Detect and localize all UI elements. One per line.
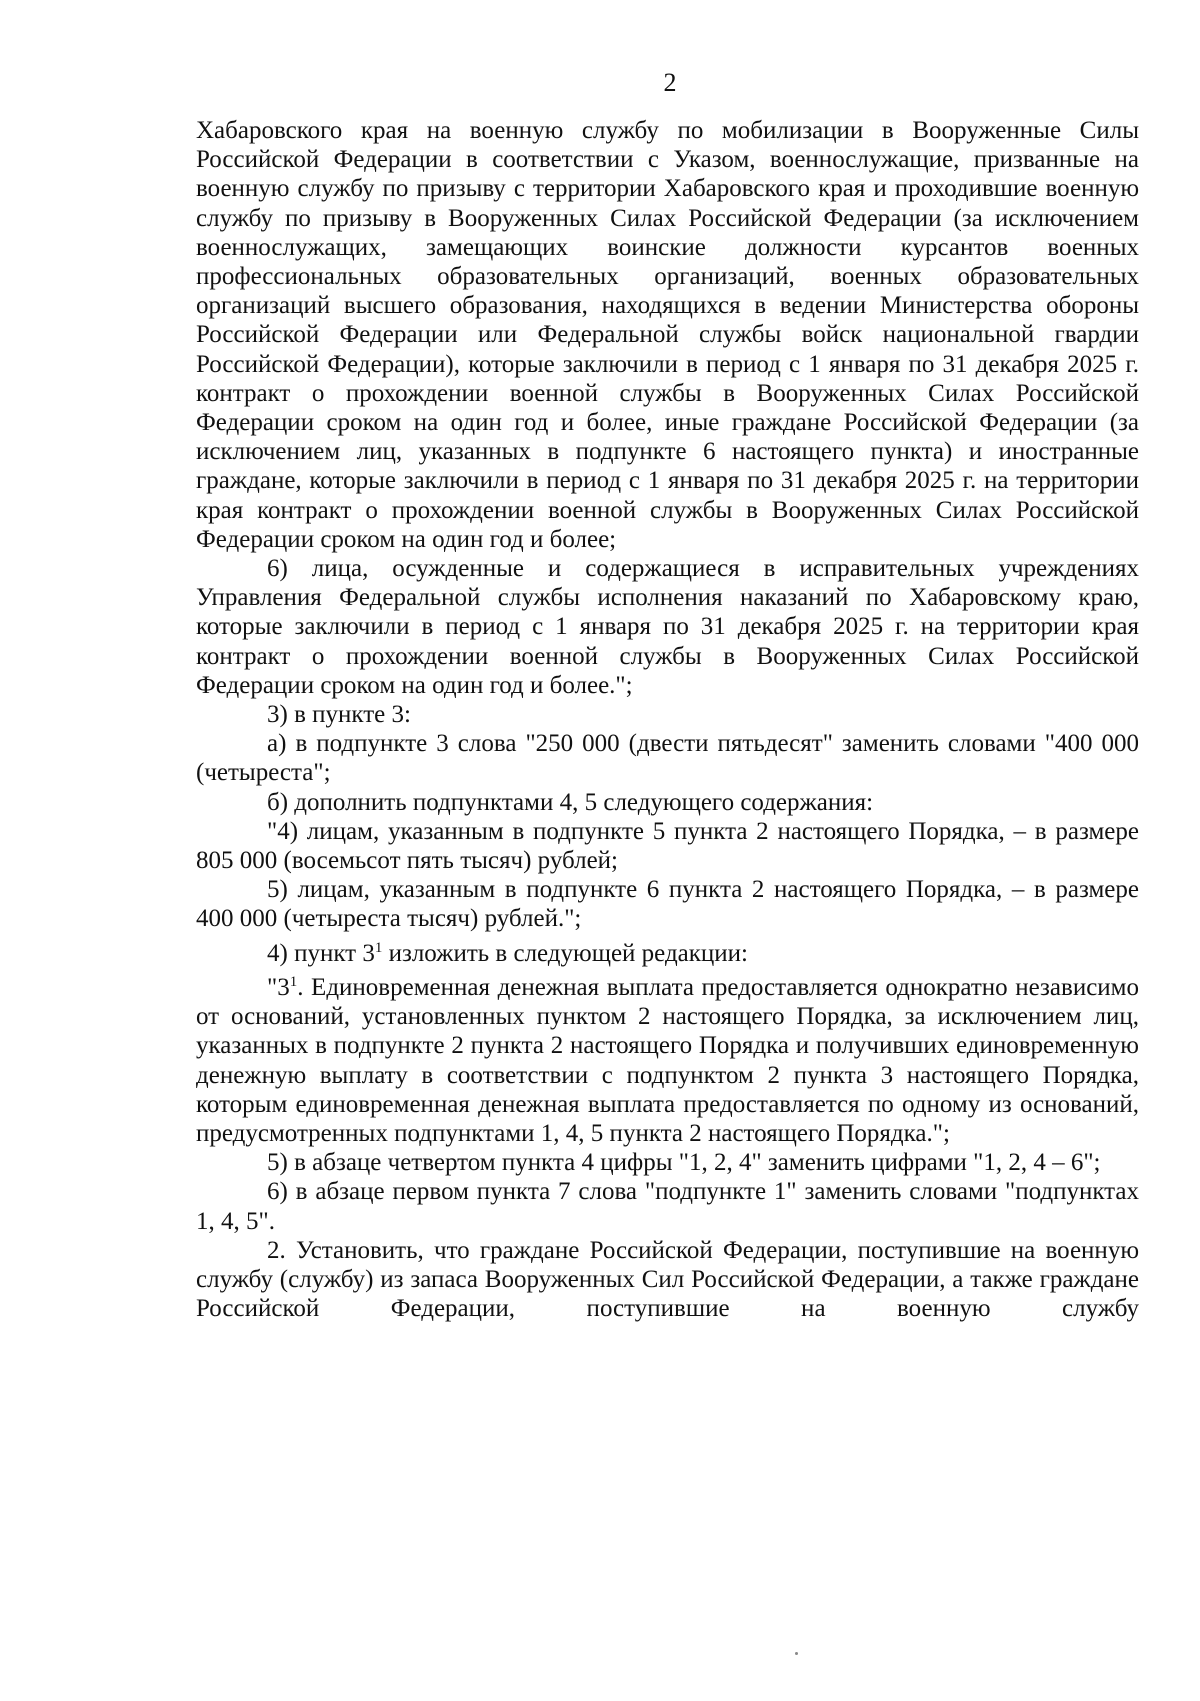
paragraph-item-3-1 bbox=[196, 968, 1139, 1148]
page-number: 2 bbox=[663, 68, 677, 97]
document-body bbox=[196, 116, 1139, 1323]
paragraph-subitem-a: а) в подпункте 3 слова "250 000 (двести пятьдесят" заменить словами "400 000 (четыреста"; bbox=[196, 730, 1139, 787]
paragraph-item-6: 6) в абзаце первом пункта 7 слова "подпункте 1" заменить словами "подпунктах 1, 4, 5". bbox=[196, 1178, 1139, 1235]
scan-artifact bbox=[795, 1652, 798, 1655]
paragraph-item-4-after: изложить в следующей редакции: bbox=[382, 939, 748, 967]
paragraph-subitem-b: б) дополнить подпунктами 4, 5 следующего содержания: bbox=[267, 788, 874, 816]
paragraph-item-4 bbox=[196, 934, 1139, 968]
paragraph-item-3-1-before: "3 bbox=[267, 973, 290, 1001]
paragraph-subitem-6: 6) лица, осужденные и содержащиеся в исправительных учреждениях Управления Федеральной службы исполнения наказаний по Хабаровскому краю, которые заключили в период с 1 января по 31 декабря 2025 г. на территории края контракт о прохождении военной службы в Вооруженных Силах Российской Федерации сроком на один год и более."; bbox=[196, 555, 1139, 699]
paragraph-item-3: 3) в пункте 3: bbox=[267, 701, 411, 729]
superscript: 1 bbox=[289, 973, 298, 990]
paragraph-item-5: 5) в абзаце четвертом пункта 4 цифры "1, 2, 4" заменить цифрами "1, 2, 4 – 6"; bbox=[267, 1149, 1101, 1177]
superscript: 1 bbox=[374, 939, 383, 956]
paragraph-item-3-1-after: . Единовременная денежная выплата предоставляется однократно независимо от оснований, установленных пунктом 2 настоящего Порядка, за исключением лиц, указанных в подпункте 2 пункта 2 настоящего Порядка и получивших единовременную денежную выплату в соответствии с подпунктом 2 пункта 3 настоящего Порядка, которым единовременная денежная выплата предоставляется по одному из оснований, предусмотренных подпунктами 1, 4, 5 пункта 2 настоящего Порядка."; bbox=[196, 973, 1139, 1147]
paragraph-item-4-before: 4) пункт 3 bbox=[267, 939, 375, 967]
paragraph-subitem-4: "4) лицам, указанным в подпункте 5 пункта 2 настоящего Порядка, – в размере 805 000 (восемьсот пять тысяч) рублей; bbox=[196, 817, 1139, 875]
paragraph-continuation: Хабаровского края на военную службу по мобилизации в Вооруженные Силы Российской Федерации в соответствии с Указом, военнослужащие, призванные на военную службу по призыву с территории Хабаровского края и проходившие военную службу по призыву в Вооруженных Силах Российской Федерации (за исключением военнослужащих, замещающих воинские должности курсантов военных профессиональных образовательных организаций, военных образовательных организаций высшего образования, находящихся в ведении Министерства обороны Российской Федерации или Федеральной службы войск национальной гвардии Российской Федерации), которые заключили в период с 1 января по 31 декабря 2025 г. контракт о прохождении военной службы в Вооруженных Силах Российской Федерации сроком на один год и более, иные граждане Российской Федерации (за исключением лиц, указанных в подпункте 6 настоящего пункта) и иностранные граждане, которые заключили в период с 1 января по 31 декабря 2025 г. на территории края контракт о прохождении военной службы в Вооруженных Силах Российской Федерации сроком на один год и более; bbox=[196, 117, 1139, 553]
paragraph-section-2: 2. Установить, что граждане Российской Федерации, поступившие на военную службу (службу) из запаса Вооруженных Сил Российской Федерации, а также граждане Российской Федерации, поступившие на военную службу bbox=[196, 1236, 1139, 1323]
paragraph-subitem-5: 5) лицам, указанным в подпункте 6 пункта 2 настоящего Порядка, – в размере 400 000 (четыреста тысяч) рублей."; bbox=[196, 876, 1139, 933]
